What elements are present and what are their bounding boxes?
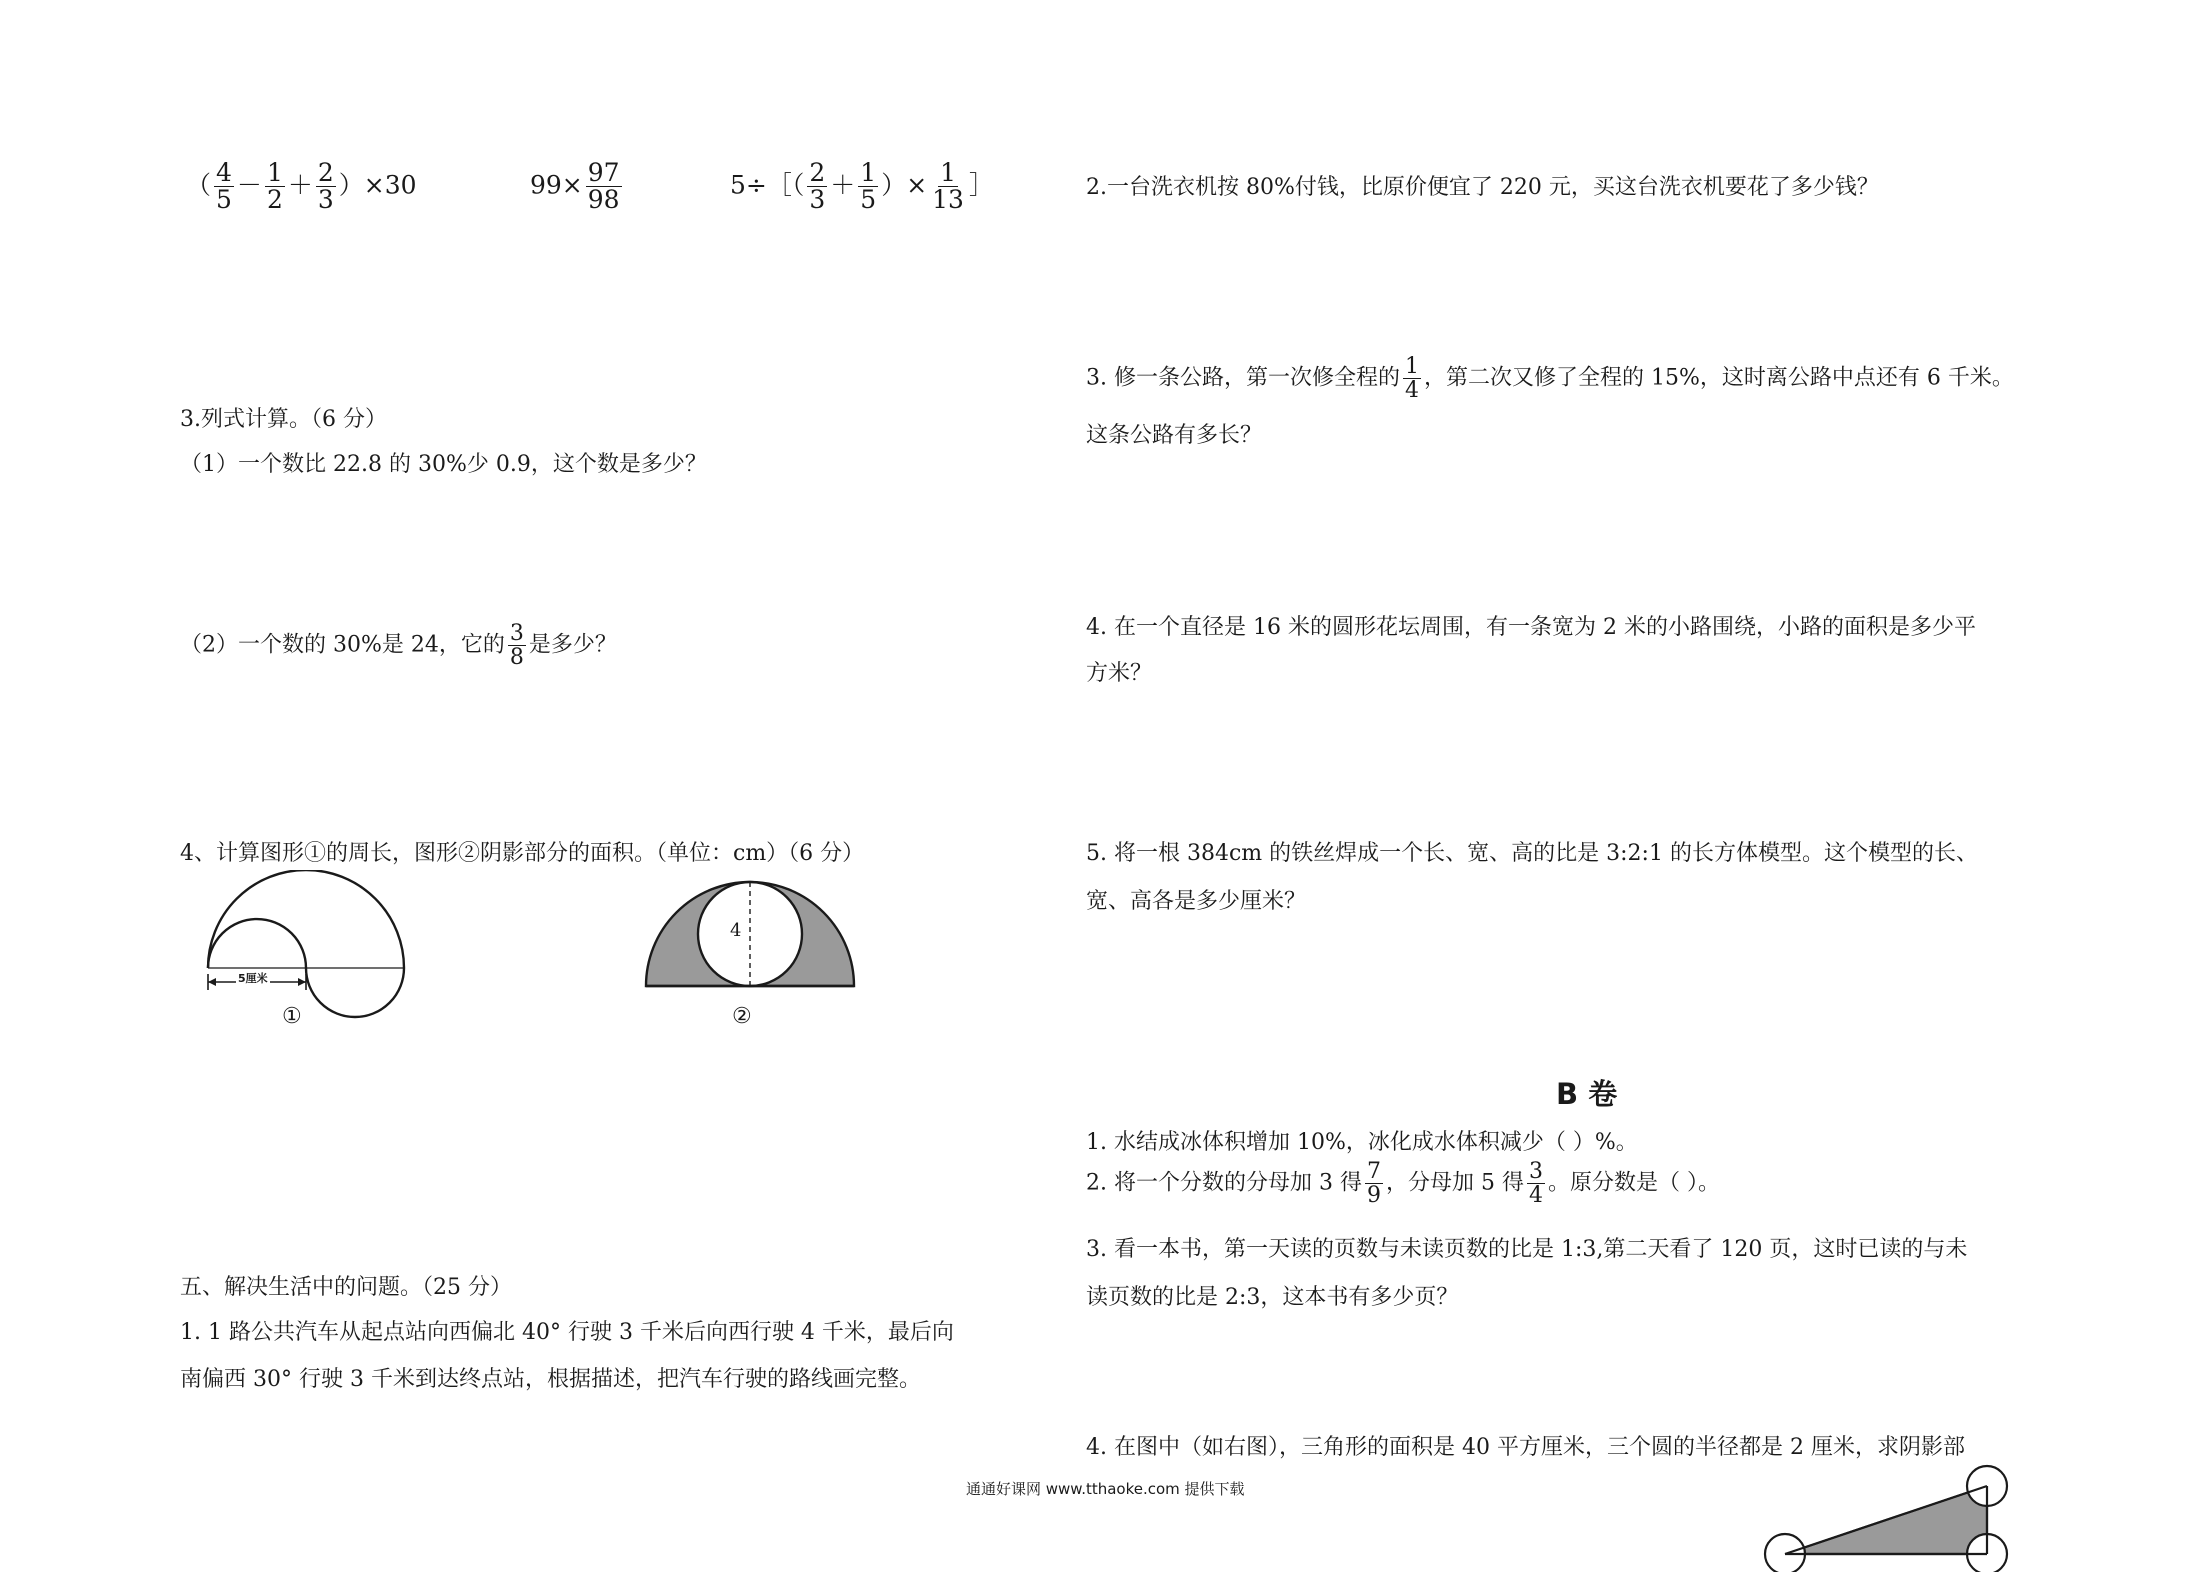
b-question-1: 1. 水结成冰体积增加 10%，冰化成水体积减少（ ）%。 (1086, 1130, 1638, 1155)
section-3-question-1: （1）一个数比 22.8 的 30%少 0.9，这个数是多少？ (180, 452, 707, 477)
expression-2: 99× $\frac{97}{98}$ (530, 158, 620, 215)
question-4-line-1: 4. 在一个直径是 16 米的圆形花坛周围，有一条宽为 2 米的小路围绕，小路的面积是多少平 (1086, 615, 1976, 640)
figure-2-shaded-semicircle (640, 880, 870, 1000)
question-3-line-1: 3. 修一条公路，第一次修全程的 $\frac{1}{4}$ ，第二次又修了全程的 15%，这时离公路中点还有 6 千米。 (1086, 354, 2014, 404)
section-5-title: 五、解决生活中的问题。（25 分） (180, 1275, 512, 1300)
question-5-line-2: 宽、高各是多少厘米？ (1086, 889, 1307, 914)
section-5-question-1-line-2: 南偏西 30° 行驶 3 千米到达终点站，根据描述，把汽车行驶的路线画完整。 (180, 1367, 921, 1392)
section-3-title: 3.列式计算。（6 分） (180, 407, 387, 432)
figure-2-diameter-label: 4 (730, 920, 742, 941)
b-question-2: 2. 将一个分数的分母加 3 得 $\frac{7}{9}$ ，分母加 5 得 $\frac{3}{4}$ 。原分数是（ ）。 (1086, 1159, 1720, 1209)
section-b-title: B 卷 (1556, 1077, 1618, 1111)
figure-1-caption: ① (282, 1004, 302, 1029)
question-3-line-2: 这条公路有多长？ (1086, 423, 1263, 448)
triangle-circles-figure (1755, 1462, 2015, 1572)
section-3-question-2: （2）一个数的 30%是 24，它的 $\frac{3}{8}$ 是多少？ (180, 621, 617, 671)
question-4-line-2: 方米？ (1086, 661, 1153, 686)
page-footer: 通通好课网 www.tthaoke.com 提供下载 (966, 1480, 1245, 1498)
expression-3: 5÷［（ $\frac{2}{3}$ ＋ $\frac{1}{5}$ ）× $\frac{1}{13}$ ］ (730, 158, 994, 215)
section-5-question-1-line-1: 1. 1 路公共汽车从起点站向西偏北 40° 行驶 3 千米后向西行驶 4 千米，最后向 (180, 1320, 954, 1345)
figure-2-caption: ② (732, 1004, 752, 1029)
figure-1-dimension-label: 5厘米 (238, 972, 268, 985)
b-question-3-line-2: 读页数的比是 2:3，这本书有多少页？ (1086, 1285, 1459, 1310)
b-question-4-line-1: 4. 在图中（如右图），三角形的面积是 40 平方厘米，三个圆的半径都是 2 厘米，求阴影部 (1086, 1435, 1965, 1460)
b-question-3-line-1: 3. 看一本书，第一天读的页数与未读页数的比是 1:3,第二天看了 120 页，这时已读的与未 (1086, 1237, 1968, 1262)
section-4-title: 4、计算图形①的周长，图形②阴影部分的面积。（单位：cm）（6 分） (180, 841, 865, 866)
question-2: 2.一台洗衣机按 80%付钱，比原价便宜了 220 元，买这台洗衣机要花了多少钱？ (1086, 175, 1879, 200)
question-5-line-1: 5. 将一根 384cm 的铁丝焊成一个长、宽、高的比是 3:2:1 的长方体模型。这个模型的长、 (1086, 841, 1978, 866)
figure-1-spiral-diagram (200, 870, 430, 1030)
expression-1: （ $\frac{4}{5}$ － $\frac{1}{2}$ ＋ $\frac{2}{3}$ ）×30 (186, 158, 417, 215)
